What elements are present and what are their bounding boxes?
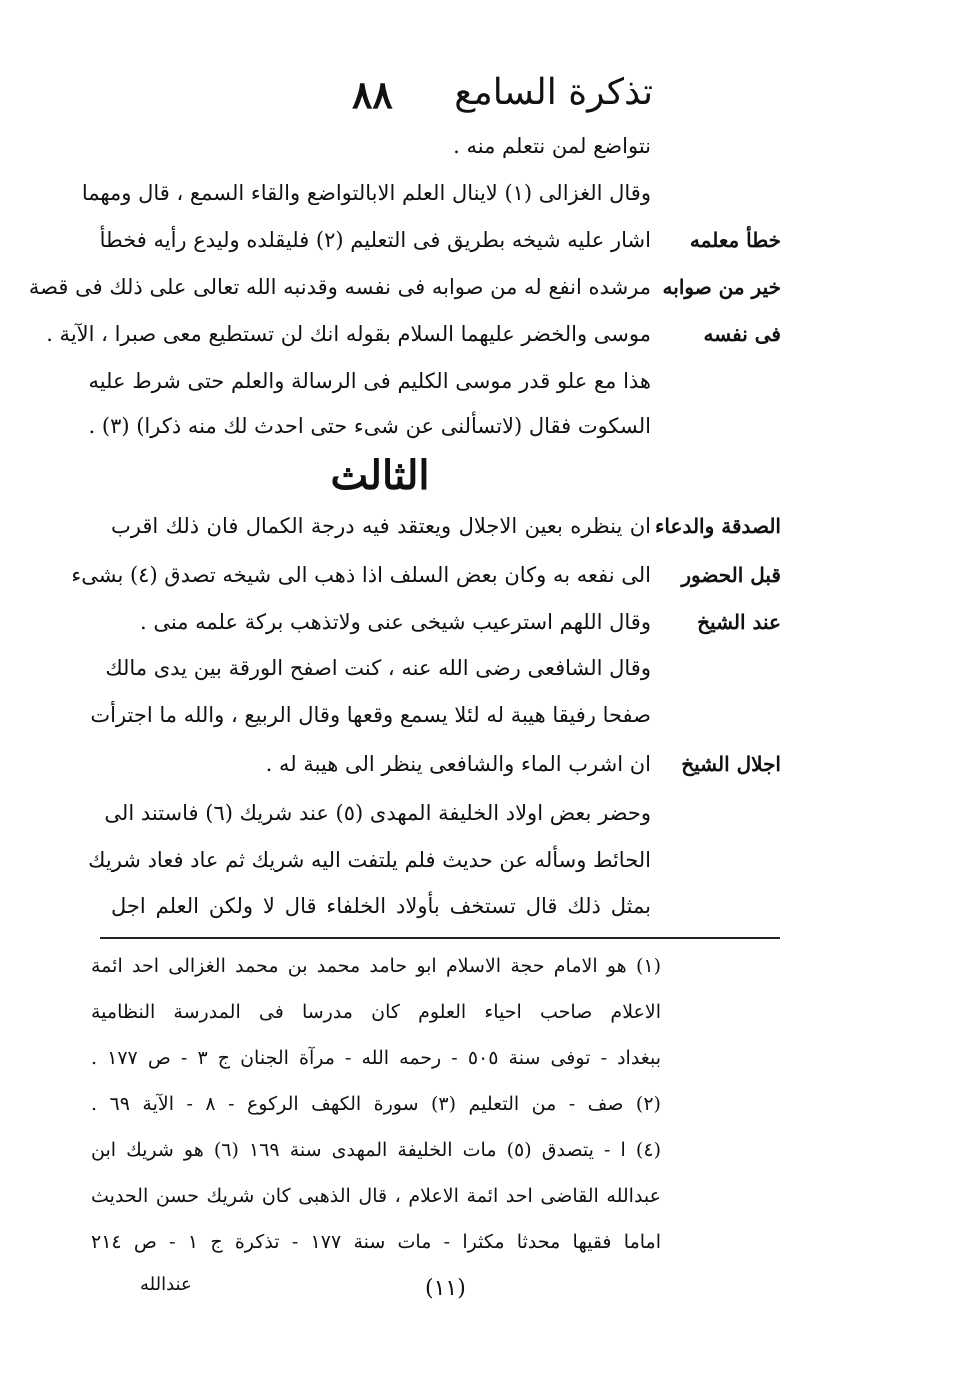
body-line: وقال الغزالى (١) لاينال العلم الابالتواضع والقاء السمع ، قال ومهما: [81, 181, 651, 205]
bottom-page-number: (١١): [425, 1276, 466, 1301]
body-line: اشار عليه شيخه بطريق فى التعليم (٢) فليقلده وليدع رأيه فخطأ: [99, 228, 651, 252]
body-line: هذا مع علو قدر موسى الكليم فى الرسالة والعلم حتى شرط عليه: [88, 369, 651, 393]
body-line: وقال الشافعى رضى الله عنه ، كنت اصفح الورقة بين يدى مالك: [105, 656, 651, 680]
body-line: وحضر بعض اولاد الخليفة المهدى (٥) عند شريك (٦) فاستند الى: [104, 801, 651, 825]
body-line: موسى والخضر عليهما السلام بقوله انك لن تستطيع معى صبرا ، الآية .: [46, 322, 651, 346]
footnote-line: الاعلام صاحب احياء العلوم كان مدرسا فى المدرسة النظامية: [91, 1001, 661, 1023]
margin-note: الصدقة والدعاء: [655, 514, 781, 538]
footnote-separator: [100, 937, 780, 939]
running-title: تذكرة السامع: [454, 72, 653, 113]
body-line: مرشده انفع له من صوابه فى نفسه وقدنبه الله تعالى على ذلك فى قصة: [28, 275, 651, 299]
page-number: ٨٨: [352, 72, 393, 117]
signature-mark: عندالله: [140, 1274, 192, 1295]
margin-note: فى نفسه: [703, 322, 781, 346]
body-line: وقال اللهم استرعيب شيخى عنى ولاتذهب بركة علمه منى .: [140, 610, 651, 634]
margin-note: اجلال الشيخ: [681, 752, 781, 776]
footnote-line: (١) هو الامام حجة الاسلام ابو حامد محمد بن محمد الغزالى احد ائمة: [91, 955, 661, 977]
footnote-line: (٢) صف - من التعليم (٣) سورة الكهف الركوع - ٨ - الآية ٦٩ .: [91, 1093, 661, 1115]
body-line: الحائط وسأله عن حديث فلم يلتفت اليه شريك ثم عاد فعاد شريك: [88, 848, 651, 872]
body-line: صفحا رفيقا هيبة له لئلا يسمع وقعها وقال الربيع ، والله ما اجترأت: [90, 703, 651, 727]
footnote-line: اماما فقيها محدثا مكثرا - مات سنة ١٧٧ - تذكرة ج ١ - ص ٢١٤: [91, 1231, 661, 1253]
margin-note: عند الشيخ: [697, 610, 781, 634]
footnote-line: عبدالله القاضى احد ائمة الاعلام ، قال الذهبى كان شريك حسن الحديث: [91, 1185, 661, 1207]
section-heading: الثالث: [330, 452, 430, 499]
body-line: ان ينظره بعين الاجلال ويعتقد فيه درجة الكمال فان ذلك اقرب: [111, 514, 651, 538]
footnote-line: ببغداد - توفى سنة ٥٠٥ - رحمه الله - مرآة الجنان ج ٣ - ص ١٧٧ .: [91, 1047, 661, 1069]
body-line: بمثل ذلك قال تستخف بأولاد الخلفاء قال لا ولكن العلم اجل: [111, 894, 651, 918]
margin-note: خير من صوابه: [662, 275, 781, 299]
margin-note: قبل الحضور: [681, 563, 781, 587]
body-line: الى نفعه به وكان بعض السلف اذا ذهب الى شيخه تصدق (٤) بشىء: [71, 563, 651, 587]
body-line: السكوت فقال (لاتسألنى عن شىء حتى احدث لك منه ذكرا) (٣) .: [88, 414, 651, 438]
footnote-line: (٤) ا - يتصدق (٥) مات الخليفة المهدى سنة ١٦٩ (٦) هو شريك ابن: [91, 1139, 661, 1161]
body-line: نتواضع لمن نتعلم منه .: [453, 134, 651, 158]
margin-note: خطأ معلمه: [689, 228, 781, 252]
body-line: ان اشرب الماء والشافعى ينظر الى هيبة له .: [265, 752, 651, 776]
